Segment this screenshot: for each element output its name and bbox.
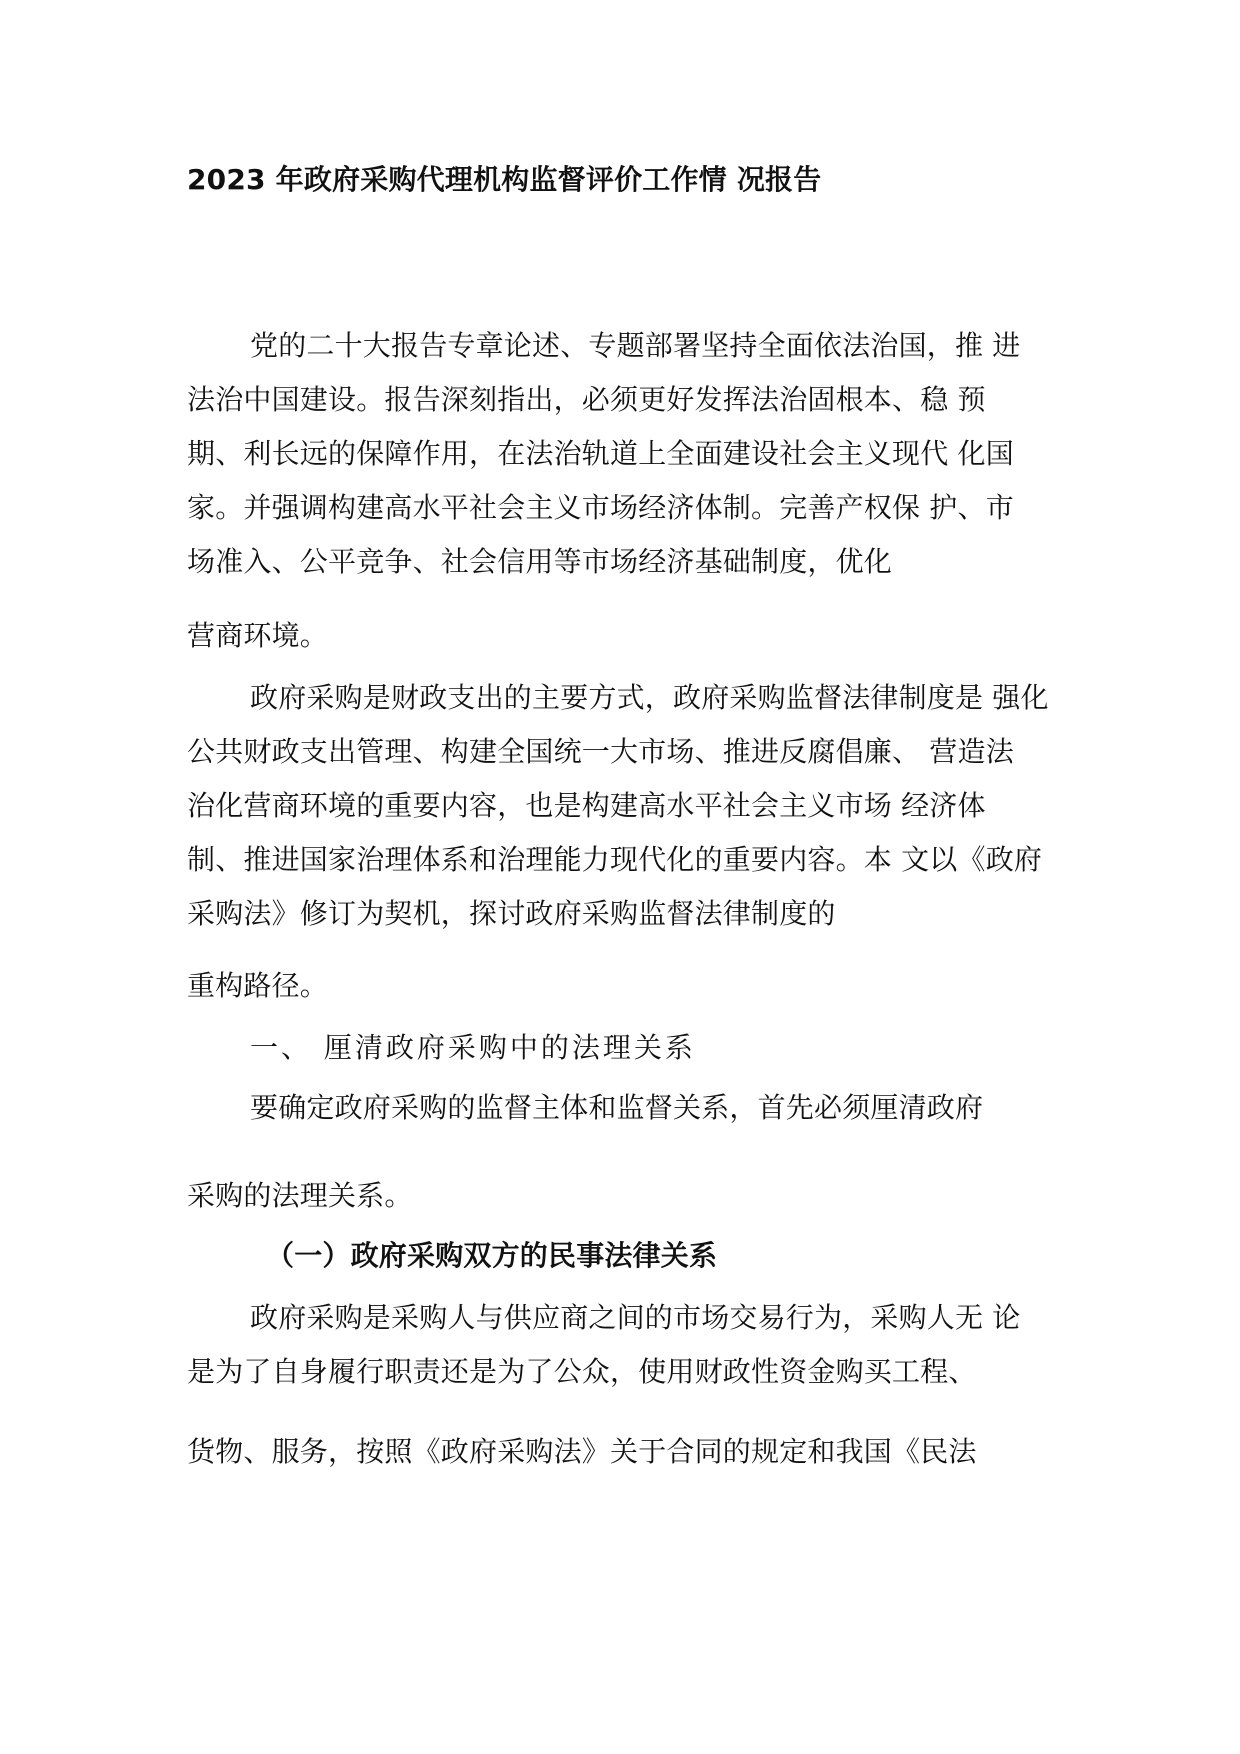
paragraph-line: 营商环境。 (187, 619, 329, 652)
paragraph-line: 公共财政支出管理、构建全国统一大市场、推进反腐倡廉、 营造法 (187, 735, 1014, 768)
page-title: 2023 年政府采购代理机构监督评价工作情 况报告 (187, 163, 822, 196)
paragraph-line: 政府采购是财政支出的主要方式，政府采购监督法律制度是 强化 (250, 681, 1049, 714)
paragraph-line: 要确定政府采购的监督主体和监督关系，首先必须厘清政府 (250, 1091, 984, 1124)
paragraph-line: 采购的法理关系。 (187, 1179, 413, 1212)
section-heading: 一、 厘清政府采购中的法理关系 (250, 1031, 696, 1064)
paragraph-line: 期、利长远的保障作用，在法治轨道上全面建设社会主义现代 化国 (187, 437, 1014, 470)
paragraph-line: 党的二十大报告专章论述、专题部署坚持全面依法治国，推 进 (250, 329, 1021, 362)
paragraph-line: 法治中国建设。报告深刻指出，必须更好发挥法治固根本、稳 预 (187, 383, 986, 416)
paragraph-line: 治化营商环境的重要内容，也是构建高水平社会主义市场 经济体 (187, 789, 986, 822)
paragraph-line: 场准入、公平竞争、社会信用等市场经济基础制度，优化 (187, 545, 893, 578)
paragraph-line: 重构路径。 (187, 969, 329, 1002)
paragraph-line: 货物、服务，按照《政府采购法》关于合同的规定和我国《民法 (187, 1435, 977, 1468)
subsection-heading: （一）政府采购双方的民事法律关系 (266, 1239, 718, 1272)
paragraph-line: 政府采购是采购人与供应商之间的市场交易行为，采购人无 论 (250, 1301, 1021, 1334)
paragraph-line: 家。并强调构建高水平社会主义市场经济体制。完善产权保 护、市 (187, 491, 1014, 524)
paragraph-line: 是为了自身履行职责还是为了公众，使用财政性资金购买工程、 (187, 1355, 977, 1388)
paragraph-line: 采购法》修订为契机，探讨政府采购监督法律制度的 (187, 897, 836, 930)
paragraph-line: 制、推进国家治理体系和治理能力现代化的重要内容。本 文以《政府 (187, 843, 1043, 876)
